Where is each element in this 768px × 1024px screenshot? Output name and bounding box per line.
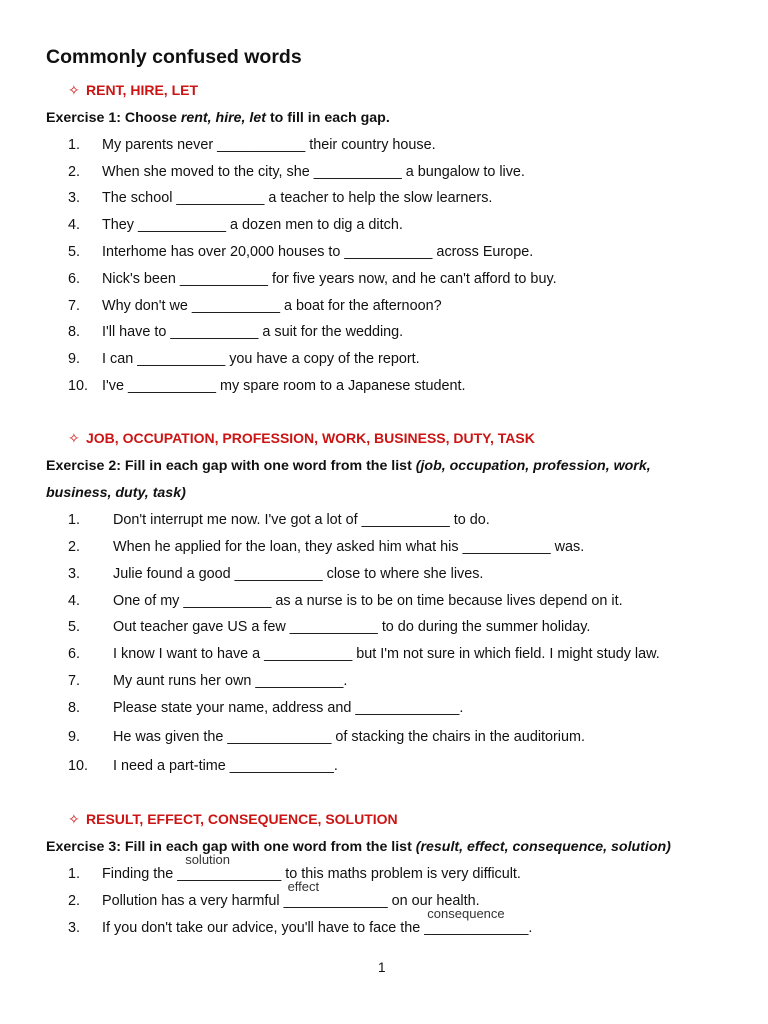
exercise-2-instruction-line2: business, duty, task) bbox=[46, 485, 186, 501]
section-heading-text: RENT, HIRE, LET bbox=[86, 82, 199, 98]
worksheet-page: Commonly confused words ✧ RENT, HIRE, LET Exercise 1: Choose rent, hire, let to fill in each gap. 1. My parents never ___________ their country house. 2. When she moved to the city, she ___________ a bungalow to live. 3. The school ___________ a teacher to help the slow learners. 4. They ___________ a dozen men to dig a ditch. 5. Interhome has over 20,000 houses to ___________ across Europe. 6. Nick's been ___________ for five years now, and he can't afford to buy. 7. Why don't we ___________ a boat for the afternoon? 8. I'll have to ___________ a suit for the wedding. 9. I can ___________ you have a copy of the report. 10. I've ___________ my spare room to a Japanese student. ✧ JOB, OCCUPATION, PROFESSION, WORK, BUSINESS, DUTY, TASK Exercise 2: Fill in each gap with one word from the list (job, occupation, profession, work, business, duty, task) 1. Don't interrupt me now. I've got a lot of ___________ to do. 2. When he applied for the loan, they asked him what his ___________ was. 3. Julie found a good ___________ close to where she lives. 4. One of my ___________ as a nurse is to be on time because lives depend on it. 5. Out teacher gave US a few ___________ to do during the summer holiday. 6. I know I want to have a ___________ but I'm not sure in which field. I might study law. 7. My aunt runs her own ___________. 8. Please state your name, address and _____________. 9. He was given the _____________ of stacking the chairs in the auditorium. 10. I need a part-time _____________. ✧ RESULT, EFFECT, CONSEQUENCE, SOLUTION Exercise 3: Fill in each gap with one word from the list (result, effect, consequence, solution) 1. Finding the solution _____________ to this maths problem is very difficult. 2. Pollution has a very harmful effect _____________ on our health. 3. If you don't take our advice, you'll have to face the consequence _____________. 1 bbox=[46, 46, 671, 975]
section-heading-result-effect bbox=[68, 811, 398, 828]
exercise-1-instruction: Exercise 1: Choose rent, hire, let to fill in each gap. bbox=[46, 110, 390, 126]
answer-blank: effect _____________ bbox=[283, 879, 388, 909]
page-number: 1 bbox=[378, 960, 386, 975]
section-heading-text: RESULT, EFFECT, CONSEQUENCE, SOLUTION bbox=[86, 811, 398, 827]
star-bullet-icon: ✧ bbox=[68, 82, 80, 98]
section-heading-rent-hire-let bbox=[68, 82, 198, 99]
filled-answer: solution bbox=[185, 852, 231, 867]
star-bullet-icon: ✧ bbox=[68, 811, 80, 827]
answer-blank: solution _____________ bbox=[177, 852, 282, 882]
page-title: Commonly confused words bbox=[46, 46, 302, 68]
filled-answer: consequence bbox=[427, 906, 505, 921]
filled-answer: effect bbox=[287, 879, 320, 894]
section-heading-text: JOB, OCCUPATION, PROFESSION, WORK, BUSINESS, DUTY, TASK bbox=[86, 430, 535, 446]
exercise-3-instruction: Exercise 3: Fill in each gap with one word from the list (result, effect, consequence, solution) bbox=[46, 839, 671, 855]
answer-blank: consequence _____________ bbox=[424, 906, 529, 936]
star-bullet-icon: ✧ bbox=[68, 430, 80, 446]
exercise-2-instruction: Exercise 2: Fill in each gap with one word from the list (job, occupation, profession, work, bbox=[46, 458, 651, 474]
section-heading-job-occupation bbox=[68, 430, 535, 447]
